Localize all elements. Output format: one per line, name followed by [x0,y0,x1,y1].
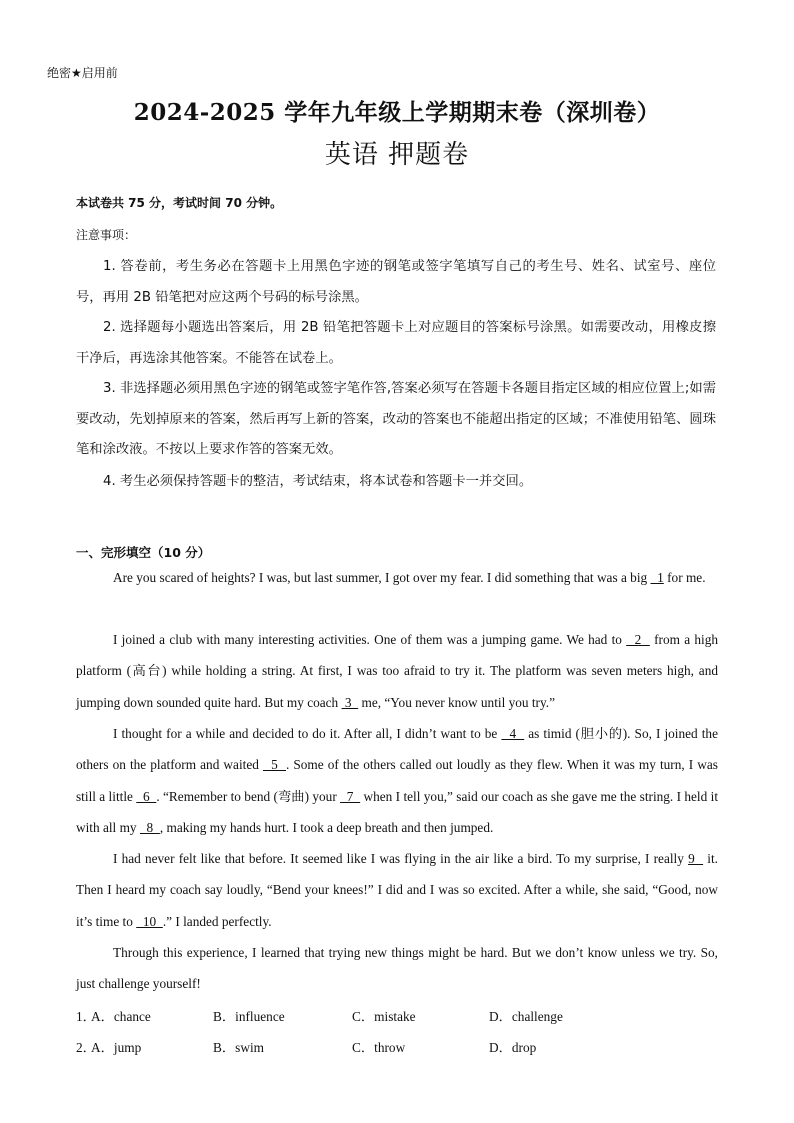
option-b: B．influence [213,1009,285,1024]
passage-paragraph-4: I had never felt like that before. It seemed like I was flying in the air like a bird. To my surprise, I really 9 it. Then I heard my coach say loudly, “Bend your knees!” I did and I was so excited. After a while, she said, “Good, now it’s time to 10 .” I landed perfectly. [76,851,718,929]
option-b: B．swim [213,1040,264,1055]
exam-subtitle: 英语 押题卷 [324,140,470,170]
option-d: D．drop [489,1040,537,1055]
blank-4: 4 [501,726,525,741]
option-d: D．challenge [489,1009,563,1024]
passage-paragraph-2: I joined a club with many interesting activities. One of them was a jumping game. We had to 2 from a high platform (高台) while holding a string. At first, I was too afraid to try it. The platform was seven meters high, and jumping down sounded quite hard. But my coach 3 me, “You never know until you try.” [76,632,718,710]
blank-5: 5 [262,757,286,773]
blank-10: 10 [136,913,163,929]
option-a: A．chance [91,1009,151,1024]
option-c: C．mistake [352,1009,416,1024]
section-heading: 一、完形填空（10 分） [76,545,211,560]
blank-9: 9 [688,851,704,866]
notes-heading: 注意事项： [76,228,137,242]
option-c: C．throw [352,1040,406,1055]
question-number: 2． [76,1040,96,1055]
question-number: 1． [76,1009,96,1024]
note-item-4: 4. 考生必须保持答题卡的整洁，考试结束，将本试卷和答题卡一并交回。 [103,474,533,489]
passage-paragraph-1: Are you scared of heights? I was, but last summer, I got over my fear. I did something that was a big 1 for me. [113,570,706,585]
passage-paragraph-3: I thought for a while and decided to do it. After all, I didn’t want to be 4 as timid (胆小的). So, I joined the others on the platform and waited 5 . Some of the others called out loudly as they flew. When it was my turn, I was still a little 6 . “Remember to bend (弯曲) your 7 when I tell you,” said our coach as she gave me the string. I held it with all my 8 , making my hands hurt. I took a deep breath and then jumped. [76,726,719,835]
exam-title: 2024-2025 学年九年级上学期期末卷（深圳卷） [133,99,661,126]
option-a: A．jump [91,1040,142,1055]
secret-label: 绝密★启用前 [47,66,118,80]
blank-7: 7 [340,788,361,804]
exam-info: 本试卷共 75 分，考试时间 70 分钟。 [76,196,283,210]
blank-3: 3 [341,694,359,710]
blank-6: 6 [136,788,157,804]
blank-8: 8 [139,819,160,835]
note-item-2: 2. 选择题每小题选出答案后，用 2B 铅笔把答题卡上对应题目的答案标号涂黑。如需要改动，用橡皮擦干净后，再选涂其他答案。不能答在试卷上。 [76,320,716,366]
note-item-1: 1. 答卷前，考生务必在答题卡上用黑色字迹的钢笔或签字笔填写自己的考生号、姓名、试室号、座位号，再用 2B 铅笔把对应这两个号码的标号涂黑。 [76,259,716,305]
note-item-3: 3. 非选择题必须用黑色字迹的钢笔或签字笔作答,答案必须写在答题卡各题目指定区域的相应位置上;如需要改动，先划掉原来的答案，然后再写上新的答案，改动的答案也不能超出指定的区域；不准使用铅笔、圆珠笔和涂改液。不按以上要求作答的答案无效。 [76,381,716,457]
blank-1: 1 [650,570,664,585]
blank-2: 2 [626,632,650,647]
passage-paragraph-5: Through this experience, I learned that trying new things might be hard. But we don’t know unless we try. So, just challenge yourself! [76,945,718,992]
